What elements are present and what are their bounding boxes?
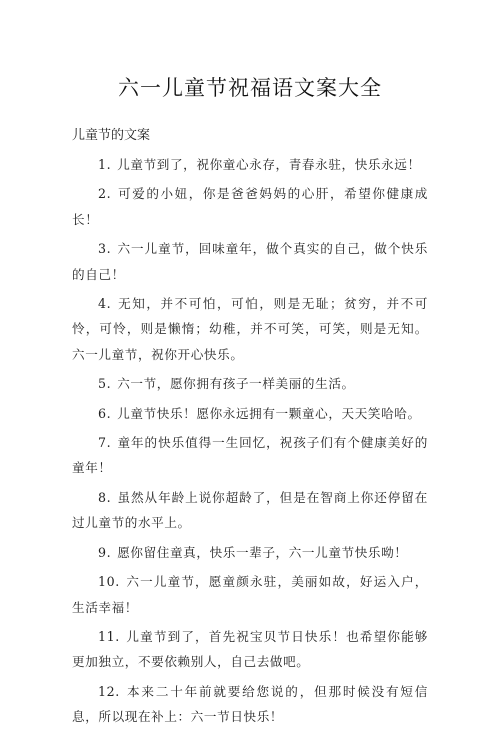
item-number: 6. [98,405,112,421]
list-item [72,679,428,730]
item-number: 8. [98,489,112,505]
document-title: 六一儿童节祝福语文案大全 [118,76,382,100]
item-number: 9. [98,544,112,560]
item-number: 4. [98,296,112,312]
item-text: 六一儿童节，愿童颜永驻，美丽如故，好运入户，生活幸福！ [72,574,428,615]
list-item [72,152,428,177]
list-item [72,401,428,426]
item-number: 10. [98,574,120,590]
item-number: 11. [98,628,120,644]
item-text: 六一节，愿你拥有孩子一样美丽的生活。 [117,376,355,392]
item-number: 3. [98,241,112,257]
blessing-list [72,152,428,730]
item-text: 愿你留住童真，快乐一辈子，六一儿童节快乐呦！ [117,544,408,560]
item-number: 12. [98,683,120,699]
item-text: 虽然从年龄上说你超龄了，但是在智商上你还停留在过儿童节的水平上。 [72,489,428,531]
section-subtitle: 儿童节的文案 [72,128,151,143]
item-text: 本来二十年前就要给您说的，但那时候没有短信息，所以现在补上：六一节日快乐！ [72,683,428,725]
list-item [72,485,428,536]
list-item [72,624,428,675]
item-text: 儿童节到了，祝你童心永存，青春永驻，快乐永远！ [117,157,421,172]
list-item [72,371,428,396]
list-item [72,540,428,565]
item-text: 可爱的小妞，你是爸爸妈妈的心肝，希望你健康成长！ [72,186,428,227]
item-number: 5. [98,376,112,392]
list-item [72,291,428,367]
item-text: 童年的快乐值得一生回忆，祝孩子们有个健康美好的童年！ [72,435,428,476]
list-item [72,236,428,287]
list-item [72,569,428,620]
list-item [72,181,428,232]
item-text: 儿童节到了，首先祝宝贝节日快乐！也希望你能够更加独立，不要依赖别人，自己去做吧。 [72,628,428,670]
item-number: 2. [98,186,112,202]
item-text: 儿童节快乐！愿你永远拥有一颗童心，天天笑哈哈。 [117,405,421,421]
item-text: 六一儿童节，回味童年，做个真实的自己，做个快乐的自己！ [72,241,428,282]
list-item [72,430,428,481]
item-number: 1. [98,157,112,172]
item-number: 7. [98,435,112,451]
item-text: 无知，并不可怕，可怕，则是无耻；贫穷，并不可怜，可怜，则是懒惰；幼稚，并不可笑，可笑，则是无知。六一儿童节，祝你开心快乐。 [72,296,428,362]
